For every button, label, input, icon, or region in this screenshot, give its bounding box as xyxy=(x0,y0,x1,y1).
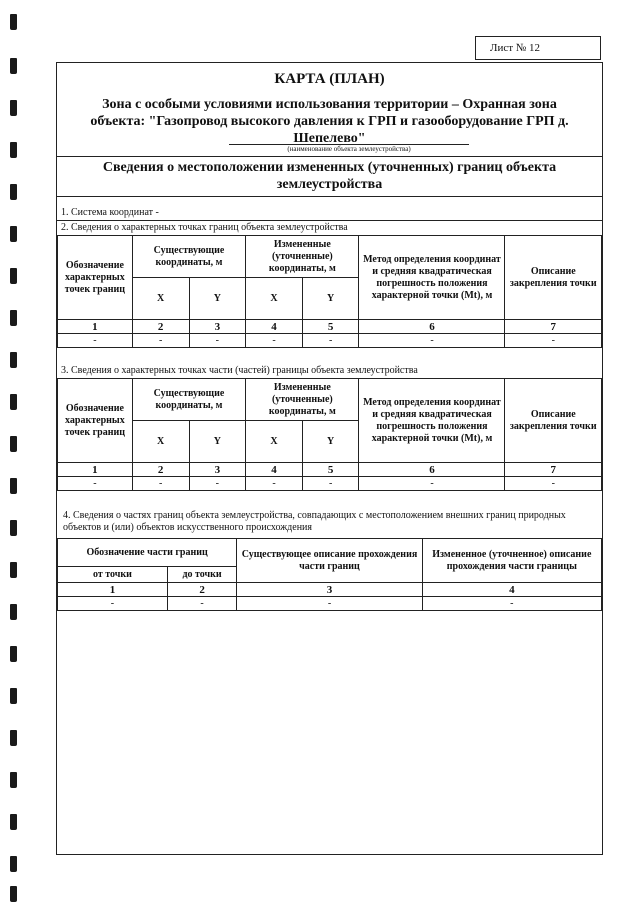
col-number: 5 xyxy=(302,320,359,334)
col-number: 4 xyxy=(246,463,303,477)
divider xyxy=(57,196,602,197)
col-number: 6 xyxy=(359,320,505,334)
part-points-table xyxy=(57,378,602,491)
empty-cell: - xyxy=(132,334,189,348)
col-number: 2 xyxy=(132,463,189,477)
empty-cell: - xyxy=(167,597,236,611)
empty-cell: - xyxy=(246,334,303,348)
divider xyxy=(57,156,602,157)
map-title: КАРТА (ПЛАН) xyxy=(274,71,385,87)
coordinate-system-label: 1. Система координат - xyxy=(61,207,159,218)
table-row xyxy=(58,463,602,477)
col-number: 4 xyxy=(246,320,303,334)
object-caption: (наименование объекта землеустройства) xyxy=(229,144,469,154)
col-y: Y xyxy=(302,278,359,320)
table-row xyxy=(58,334,602,348)
col-from: от точки xyxy=(58,567,168,583)
col-method: Метод определения координат и средняя квадратическая погрешность положения характерной точки (Mt), м xyxy=(359,236,505,320)
divider xyxy=(57,220,602,221)
table-row xyxy=(58,477,602,491)
col-x: X xyxy=(246,278,303,320)
empty-cell: - xyxy=(132,477,189,491)
boundary-points-table xyxy=(57,235,602,348)
sheet-number: Лист № 12 xyxy=(475,36,601,60)
col-x: X xyxy=(246,421,303,463)
col-existing-coords: Существующие координаты, м xyxy=(132,379,245,421)
col-number: 4 xyxy=(422,583,601,597)
boundary-parts-table xyxy=(57,538,602,611)
col-part: Обозначение части границ xyxy=(58,539,237,567)
col-number: 6 xyxy=(359,463,505,477)
col-number: 7 xyxy=(505,320,602,334)
col-number: 5 xyxy=(302,463,359,477)
col-number: 1 xyxy=(58,463,133,477)
col-designation: Обозначение характерных точек границ xyxy=(58,379,133,463)
empty-cell: - xyxy=(189,477,246,491)
col-number: 3 xyxy=(237,583,422,597)
empty-cell: - xyxy=(505,477,602,491)
col-number: 3 xyxy=(189,320,246,334)
empty-cell: - xyxy=(359,477,505,491)
col-existing-coords: Существующие координаты, м xyxy=(132,236,245,278)
empty-cell: - xyxy=(422,597,601,611)
empty-cell: - xyxy=(359,334,505,348)
table-row xyxy=(58,320,602,334)
col-number: 1 xyxy=(58,583,168,597)
natural-boundaries-label: 4. Сведения о частях границ объекта землеустройства, совпадающих с местоположением внешних границ природных объектов и (или) объектов искусственного происхождения xyxy=(63,510,566,533)
col-x: X xyxy=(132,421,189,463)
col-number: 2 xyxy=(132,320,189,334)
col-number: 3 xyxy=(189,463,246,477)
col-description: Описание закрепления точки xyxy=(505,379,602,463)
table-row xyxy=(58,583,602,597)
col-number: 7 xyxy=(505,463,602,477)
col-method: Метод определения координат и средняя квадратическая погрешность положения характерной точки (Mt), м xyxy=(359,379,505,463)
empty-cell: - xyxy=(58,597,168,611)
col-changed-coords: Измененные (уточненные) координаты, м xyxy=(246,379,359,421)
empty-cell: - xyxy=(237,597,422,611)
points-section-label: 2. Сведения о характерных точках границ объекта землеустройства xyxy=(61,222,348,233)
empty-cell: - xyxy=(58,334,133,348)
empty-cell: - xyxy=(58,477,133,491)
col-changed-desc: Измененное (уточненное) описание прохождения части границы xyxy=(422,539,601,583)
empty-cell: - xyxy=(302,334,359,348)
empty-cell: - xyxy=(189,334,246,348)
section-title: Сведения о местоположении измененных (уточненных) границ объекта землеустройства xyxy=(102,160,557,192)
empty-cell: - xyxy=(246,477,303,491)
col-y: Y xyxy=(189,278,246,320)
document-frame xyxy=(56,62,603,855)
empty-cell: - xyxy=(505,334,602,348)
col-existing-desc: Существующее описание прохождения части границ xyxy=(237,539,422,583)
col-y: Y xyxy=(302,421,359,463)
part-points-section-label: 3. Сведения о характерных точках части (частей) границы объекта землеустройства xyxy=(61,365,418,376)
col-designation: Обозначение характерных точек границ xyxy=(58,236,133,320)
col-x: X xyxy=(132,278,189,320)
col-description: Описание закрепления точки xyxy=(505,236,602,320)
col-y: Y xyxy=(189,421,246,463)
empty-cell: - xyxy=(302,477,359,491)
col-to: до точки xyxy=(167,567,236,583)
col-number: 1 xyxy=(58,320,133,334)
zone-title: Зона с особыми условиями использования территории – Охранная зона объекта: "Газопровод высокого давления к ГРП и газооборудование ГРП д. Шепелево" xyxy=(90,97,569,146)
binding-rings xyxy=(10,0,22,905)
col-changed-coords: Измененные (уточненные) координаты, м xyxy=(246,236,359,278)
col-number: 2 xyxy=(167,583,236,597)
table-row xyxy=(58,597,602,611)
